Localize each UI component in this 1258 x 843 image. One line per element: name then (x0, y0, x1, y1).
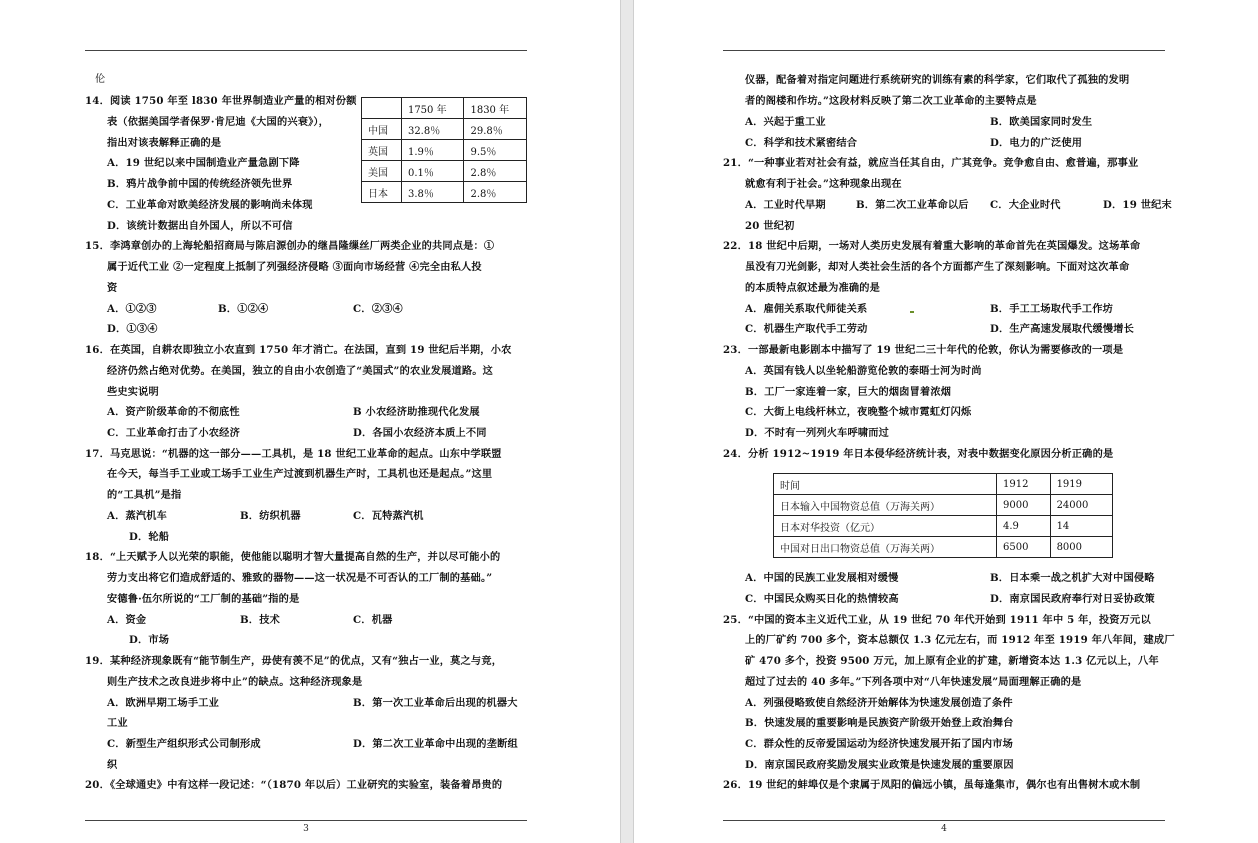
table-cell: 1919 (1050, 474, 1112, 495)
table-cell: 4.9 (997, 516, 1051, 537)
page-4 (634, 0, 1258, 843)
table-header-row (362, 98, 527, 119)
option-a: A．蒸汽机车 (107, 510, 168, 522)
table-cell: 日本输入中国物资总值（万海关两） (774, 495, 997, 516)
text-line: 超过了过去的 40 多年。”下列各项中对“八年快速发展”局面理解正确的是 (745, 676, 1082, 688)
text-line: 指出对该表解释正确的是 (107, 137, 222, 149)
table-cell: 8000 (1050, 537, 1112, 558)
table-cell: 9.5％ (464, 140, 527, 161)
text-line: 织 (107, 759, 118, 771)
table-cell: 1912 (997, 474, 1051, 495)
question-22: 22．18 世纪中后期，一场对人类历史发展有着重大影响的革命首先在英国爆发。这场革命 (723, 240, 1141, 252)
question-17: 17．马克思说：“机器的这一部分——工具机，是 18 世纪工业革命的起点。山东中学联盟 (85, 448, 502, 460)
table-cell: 2.8％ (464, 161, 527, 182)
question-20: 20．《全球通史》中有这样一段记述：“（1870 年以后）工业研究的实验室，装备着昂贵的 (85, 779, 503, 791)
page-number: 3 (303, 824, 309, 834)
table-cell: 32.8％ (401, 119, 464, 140)
table-cell: 中国 (362, 119, 402, 140)
option-c: C．瓦特蒸汽机 (353, 510, 424, 522)
option-a: A．英国有钱人以坐轮船游览伦敦的泰晤士河为时尚 (745, 365, 982, 377)
ink-mark (910, 311, 914, 313)
table-row (774, 516, 1113, 537)
table-cell: 日本 (362, 182, 402, 203)
text-line: 则生产技术之改良进步将中止”的缺点。这种经济现象是 (107, 676, 363, 688)
table-cell: 24000 (1050, 495, 1112, 516)
text-line: 劳力支出将它们造成舒适的、雅致的器物——这一状况是不可否认的工厂制的基础。” (107, 572, 493, 584)
text-line: 就愈有利于社会。”这种现象出现在 (745, 178, 902, 190)
table-cell: 1750 年 (401, 98, 464, 119)
text-line: 资 (107, 282, 118, 294)
page-gutter (620, 0, 634, 843)
table-cell: 14 (1050, 516, 1112, 537)
table-cell: 6500 (997, 537, 1051, 558)
table-row (362, 140, 527, 161)
option-b: B．欧美国家同时发生 (990, 116, 1093, 128)
table-cell: 美国 (362, 161, 402, 182)
question-18: 18．“上天赋予人以光荣的职能，使他能以聪明才智大量提高自然的生产，并以尽可能小的 (85, 551, 501, 563)
text-line: 些史实说明 (107, 386, 159, 398)
question-14: 14．阅读 1750 年至 l830 年世界制造业产量的相对份额 (85, 95, 357, 107)
option-b: B．快速发展的重要影响是民族资产阶级开始登上政治舞台 (745, 717, 1014, 729)
table-cell: 0.1％ (401, 161, 464, 182)
option-a: A．资金 (107, 614, 147, 626)
option-d: D．南京国民政府奖励发展实业政策是快速发展的重要原因 (745, 759, 1014, 771)
question-25: 25．“中国的资本主义近代工业，从 19 世纪 70 年代开始到 1911 年中 5 年，投资万元以 (723, 614, 1151, 626)
option-b: B．技术 (240, 614, 280, 626)
bottom-rule (723, 820, 1165, 821)
table-cell: 英国 (362, 140, 402, 161)
option-a: A．欧洲早期工场手工业 (107, 697, 219, 709)
page-3 (0, 0, 620, 843)
text-line: 的本质特点叙述最为准确的是 (745, 282, 881, 294)
question-15: 15．李鸿章创办的上海轮船招商局与陈启源创办的继昌隆缫丝厂两类企业的共同点是：① (85, 240, 495, 252)
manufacturing-share-table (361, 97, 527, 203)
table-cell: 1.9％ (401, 140, 464, 161)
question-19: 19．某种经济现象既有“能节制生产，毋使有羡不足”的优点，又有“独占一业，莫之与竞， (85, 655, 503, 667)
option-b: B．工厂一家连着一家，巨大的烟囱冒着浓烟 (745, 386, 952, 398)
option-d: D．各国小农经济本质上不同 (353, 427, 487, 439)
option-a: A．中国的民族工业发展相对缓慢 (745, 572, 899, 584)
text-line: 在今天，每当手工业或工场手工业生产过渡到机器生产时，工具机也还是起点。”这里 (107, 468, 493, 480)
japan-china-trade-table (773, 473, 1113, 558)
option-c: C．大企业时代 (990, 199, 1061, 211)
text-line: 上的厂矿约 700 多个，资本总额仅 1.3 亿元左右，而 1912 年至 1919 年八年间，建成厂 (745, 634, 1175, 646)
text-line: 伦 (95, 74, 106, 85)
option-c: C．大街上电线杆林立，夜晚整个城市霓虹灯闪烁 (745, 406, 972, 418)
option-b: B．①②④ (218, 303, 269, 315)
question-23: 23．一部最新电影剧本中描写了 19 世纪二三十年代的伦敦，你认为需要修改的一项是 (723, 344, 1124, 356)
option-a: A．兴起于重工业 (745, 116, 826, 128)
option-b: B．第一次工业革命后出现的机器大 (353, 697, 518, 709)
page-number: 4 (941, 824, 947, 834)
option-d: D．第二次工业革命中出现的垄断组 (353, 738, 518, 750)
question-21: 21．“一种事业若对社会有益，就应当任其自由，广其竞争。竞争愈自由、愈普遍，那事业 (723, 157, 1139, 169)
option-b: B．纺织机器 (240, 510, 301, 522)
table-cell: 2.8％ (464, 182, 527, 203)
table-cell: 中国对日出口物资总值（万海关两） (774, 537, 997, 558)
table-cell: 3.8％ (401, 182, 464, 203)
text-line: 矿 470 多个，投资 9500 万元，加上原有企业的扩建，新增资本达 1.3 亿元以上，八年 (745, 655, 1159, 667)
option-d: D．南京国民政府奉行对日妥协政策 (990, 593, 1155, 605)
text-line: 表（依据美国学者保罗·肯尼迪《大国的兴衰》）， (107, 116, 330, 128)
text-line: 者的阁楼和作坊。”这段材料反映了第二次工业革命的主要特点是 (745, 95, 1037, 107)
table-row (362, 119, 527, 140)
top-rule (85, 50, 527, 51)
bottom-rule (85, 820, 527, 821)
option-d: D．①③④ (107, 323, 158, 335)
option-d: D．19 世纪末 (1103, 199, 1172, 211)
option-c: C．工业革命对欧美经济发展的影响尚未体现 (107, 199, 313, 211)
table-row (362, 182, 527, 203)
option-b: B．鸦片战争前中国的传统经济领先世界 (107, 178, 293, 190)
option-a: A．工业时代早期 (745, 199, 826, 211)
option-c: C．机器 (353, 614, 393, 626)
option-c: C．机器生产取代手工劳动 (745, 323, 868, 335)
table-cell: 时间 (774, 474, 997, 495)
question-24: 24．分析 1912~1919 年日本侵华经济统计表，对表中数据变化原因分析正确的是 (723, 448, 1114, 460)
option-c: C．中国民众购买日化的热情较高 (745, 593, 899, 605)
option-d: D．电力的广泛使用 (990, 137, 1083, 149)
question-16: 16．在英国，自耕农即独立小农直到 1750 年才消亡。在法国，直到 19 世纪后半期，小农 (85, 344, 512, 356)
text-line: 属于近代工业 ②一定程度上抵制了列强经济侵略 ③面向市场经营 ④完全由私人投 (107, 261, 482, 273)
text-line: 安德鲁·伍尔所说的“工厂制的基础”指的是 (107, 593, 300, 605)
option-d: D．不时有一列列火车呼啸而过 (745, 427, 890, 439)
table-cell: 9000 (997, 495, 1051, 516)
question-26: 26．19 世纪的蚌埠仅是个隶属于凤阳的偏远小镇，虽每逢集市，偶尔也有出售树木或木制 (723, 779, 1141, 791)
option-a: A．①②③ (107, 303, 157, 315)
option-b: B．第二次工业革命以后 (856, 199, 969, 211)
option-d: D．生产高速发展取代缓慢增长 (990, 323, 1135, 335)
text-line: 的“工具机”是指 (107, 489, 182, 501)
option-c: C．②③④ (353, 303, 403, 315)
text-line: 虽没有刀光剑影，却对人类社会生活的各个方面都产生了深刻影响。下面对这次革命 (745, 261, 1130, 273)
table-cell (362, 98, 402, 119)
table-cell: 1830 年 (464, 98, 527, 119)
option-c: C．科学和技术紧密结合 (745, 137, 858, 149)
text-line: 20 世纪初 (745, 220, 795, 232)
option-d: D．轮船 (129, 531, 170, 543)
option-c: C．新型生产组织形式公司制形成 (107, 738, 261, 750)
option-a: A．资产阶级革命的不彻底性 (107, 406, 240, 418)
option-c: C．群众性的反帝爱国运动为经济快速发展开拓了国内市场 (745, 738, 1013, 750)
text-line: 仪器，配备着对指定问题进行系统研究的训练有素的科学家，它们取代了孤独的发明 (745, 74, 1130, 86)
top-rule (723, 50, 1165, 51)
table-row (774, 495, 1113, 516)
option-a: A．列强侵略致使自然经济开始解体为快速发展创造了条件 (745, 697, 1013, 709)
table-cell: 日本对华投资（亿元） (774, 516, 997, 537)
option-a: A．19 世纪以来中国制造业产量急剧下降 (107, 157, 300, 169)
option-b: B．日本乘一战之机扩大对中国侵略 (990, 572, 1155, 584)
table-header-row (774, 474, 1113, 495)
option-b: B．手工工场取代手工作坊 (990, 303, 1114, 315)
table-cell: 29.8％ (464, 119, 527, 140)
option-d: D．市场 (129, 634, 170, 646)
option-c: C．工业革命打击了小农经济 (107, 427, 240, 439)
option-b: B 小农经济助推现代化发展 (353, 406, 480, 418)
text-line: 经济仍然占绝对优势。在美国，独立的自由小农创造了“美国式”的农业发展道路。这 (107, 365, 494, 377)
table-row (774, 537, 1113, 558)
option-d: D．该统计数据出自外国人，所以不可信 (107, 220, 293, 232)
option-a: A．雇佣关系取代师徒关系 (745, 303, 868, 315)
table-row (362, 161, 527, 182)
text-line: 工业 (107, 717, 128, 729)
